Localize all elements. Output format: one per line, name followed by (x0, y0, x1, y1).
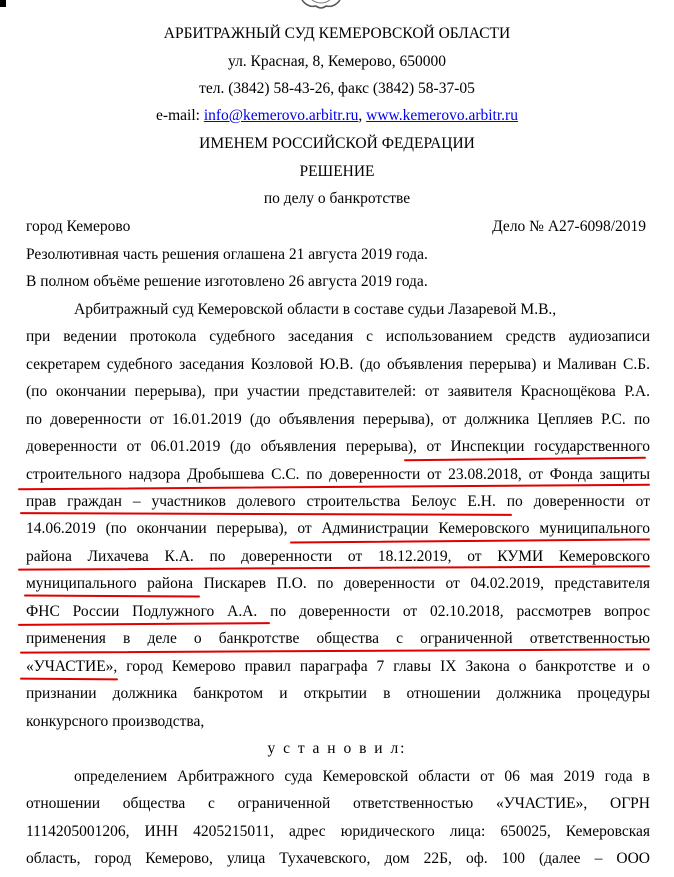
highlight-underline (290, 538, 650, 543)
highlight-underline (20, 648, 650, 653)
paragraph-line: строительного надзора Дробышева С.С. по доверенности от 23.08.2018, от Фонда защиты (26, 466, 650, 483)
paragraph-line: ФНС России Подлужного А.А. по доверенности от 02.10.2018, рассмотрев вопрос (26, 603, 650, 620)
paragraph-line: при ведении протокола судебного заседания с использованием средств аудиозаписи (26, 328, 650, 345)
email-link[interactable]: info@kemerovo.arbitr.ru (203, 107, 359, 124)
paragraph-line: района Лихачева К.А. по доверенности от 18.12.2019, от КУМИ Кемеровского (26, 548, 650, 565)
established-heading: у с т а н о в и л: (267, 740, 407, 757)
highlight-underline (24, 595, 200, 598)
paragraph-line: по доверенности от 16.01.2019 (до объявления перерыва), от должника Цепляев Р.С. по (26, 411, 650, 428)
email-label: e-mail: (156, 107, 204, 124)
paragraph-line: 1114205001206, ИНН 4205215011, адрес юридического лица: 650025, Кемеровская (26, 823, 650, 840)
highlight-underline (404, 457, 646, 462)
paragraph-line: секретарем судебного заседания Козловой Ю.В. (до объявления перерыва) и Маливан С.Б. (26, 356, 650, 373)
paragraph-line: доверенности от 06.01.2019 (до объявления перерыва), от Инспекции государственного (26, 438, 650, 455)
paragraph-line: 14.06.2019 (по окончании перерыва), от Администрации Кемеровского муниципального (26, 520, 650, 537)
highlight-underline (18, 622, 270, 626)
contacts-separator: , (358, 107, 367, 124)
paragraph-line: «УЧАСТИЕ», город Кемерово правил параграфа 7 главы IX Закона о банкротстве и о (26, 658, 650, 675)
decision-title: РЕШЕНИЕ (299, 163, 375, 180)
paragraph-line: прав граждан – участников долевого строительства Белоус Е.Н. по доверенности от (26, 493, 650, 510)
paragraph-line: Арбитражный суд Кемеровской области в составе судьи Лазаревой М.В., (74, 301, 557, 318)
paragraph-line: признании должника банкротом и открытии в отношении должника процедуры (26, 685, 650, 702)
paragraph-line: отношении общества с ограниченной ответственностью «УЧАСТИЕ», ОГРН (26, 795, 650, 812)
paragraph-line: муниципального района Пискарев П.О. по доверенности от 04.02.2019, представителя (26, 575, 650, 592)
paragraph-line: определением Арбитражного суда Кемеровской области от 06 мая 2019 года в (74, 768, 650, 785)
highlight-underline (20, 678, 118, 681)
paragraph-line: конкурсного производства, (26, 713, 205, 730)
court-address: ул. Красная, 8, Кемерово, 650000 (228, 53, 446, 70)
page-corner-mark (0, 0, 6, 7)
city: город Кемерово (26, 218, 131, 235)
website-link[interactable]: www.kemerovo.arbitr.ru (366, 107, 518, 124)
court-name: АРБИТРАЖНЫЙ СУД КЕМЕРОВСКОЙ ОБЛАСТИ (163, 25, 511, 42)
paragraph-line: область, город Кемерово, улица Тухачевского, дом 22Б, оф. 100 (далее – ООО (26, 850, 650, 867)
court-contacts (0, 106, 674, 126)
paragraph-line: применения в деле о банкротстве общества с ограниченной ответственностью (26, 630, 650, 647)
announced-date: Резолютивная часть решения оглашена 21 августа 2019 года. (26, 246, 428, 263)
decision-subject: по делу о банкротстве (263, 190, 411, 207)
paragraph-line: (по окончании перерыва), при участии представителей: от заявителя Краснощёкова Р.А. (26, 383, 650, 400)
federation-heading: ИМЕНЕМ РОССИЙСКОЙ ФЕДЕРАЦИИ (199, 135, 475, 152)
court-phone: тел. (3842) 58-43-26, факс (3842) 58-37-05 (199, 80, 475, 97)
case-number: Дело № А27-6098/2019 (492, 218, 646, 235)
produced-date: В полном объёме решение изготовлено 26 августа 2019 года. (26, 273, 428, 290)
coat-of-arms-icon (298, 0, 344, 10)
highlight-underline (20, 512, 512, 516)
